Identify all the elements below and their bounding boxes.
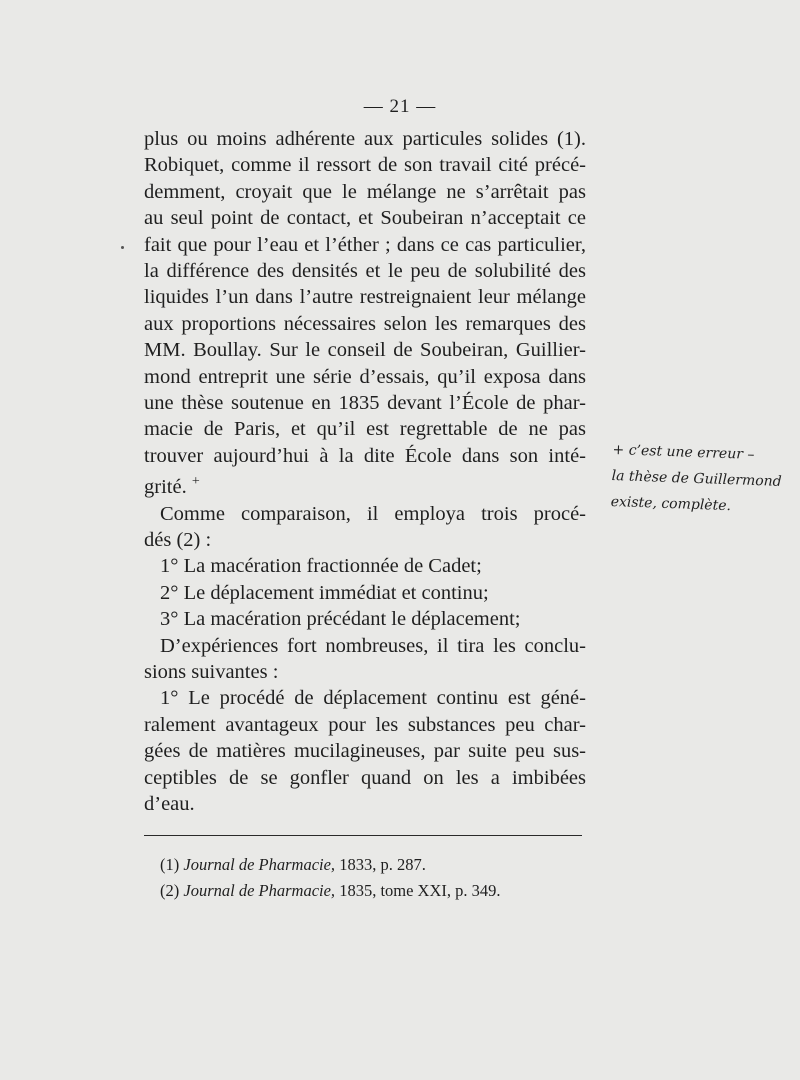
text-line: fait que pour l’eau et l’éther ; dans ce cas particulier, [144, 233, 586, 256]
text-line: macie de Paris, et qu’il est regrettable de ne pas [144, 418, 586, 441]
text-line: la différence des densités et le peu de solubilité des [144, 260, 586, 283]
handwritten-margin-note [610, 437, 800, 522]
list-item: 2° Le déplacement immédiat et continu; [160, 581, 489, 604]
footnote-details: 1835, tome XXI, p. 349. [339, 881, 501, 900]
footnote-details: 1833, p. 287. [339, 855, 426, 874]
text-line: MM. Boullay. Sur le conseil de Soubeiran, Guillier- [144, 339, 586, 362]
insertion-mark: + [191, 474, 200, 490]
footnote-journal: Journal de Pharmacie, [183, 855, 336, 874]
footnote-marker: (2) [160, 881, 180, 900]
text-line: grité. [144, 476, 187, 499]
text-line-last [144, 469, 586, 500]
text-line: Robiquet, comme il ressort de son travail cité précé- [144, 154, 586, 177]
text-line: ralement avantageux pour les substances peu char- [144, 713, 586, 736]
page-number: — 21 — [363, 96, 437, 117]
text-line: Comme comparaison, il employa trois procé- [160, 502, 586, 525]
handnote-line: existe, complète. [610, 493, 732, 515]
text-line: une thèse soutenue en 1835 devant l’École de phar- [144, 392, 586, 415]
list-item: 3° La macération précédant le déplacement; [160, 608, 521, 631]
text-line: mond entreprit une série d’essais, qu’il exposa dans [144, 365, 586, 388]
text-line: aux proportions nécessaires selon les remarques des [144, 312, 586, 335]
list-item: 1° La macération fractionnée de Cadet; [160, 555, 482, 578]
text-line: trouver aujourd’hui à la dite École dans son inté- [144, 444, 586, 467]
text-line: dés (2) : [144, 528, 212, 551]
text-line: sions suivantes : [144, 660, 279, 683]
text-line: gées de matières mucilagineuses, par suite peu sus- [144, 740, 586, 763]
text-line: au seul point de contact, et Soubeiran n’acceptait ce [144, 207, 586, 230]
footnote-1 [160, 852, 501, 878]
body-text [144, 126, 586, 817]
footnotes [160, 852, 501, 904]
text-line: liquides l’un dans l’autre restreignaient leur mélange [144, 286, 586, 309]
footnote-journal: Journal de Pharmacie, [183, 881, 336, 900]
handnote-line: + c’est une erreur – [612, 441, 755, 463]
ink-speck [121, 246, 124, 249]
footnote-marker: (1) [160, 855, 180, 874]
text-line: ceptibles de se gonfler quand on les a imbibées [144, 766, 586, 789]
list-item: 1° Le procédé de déplacement continu est géné- [160, 687, 586, 710]
text-line: plus ou moins adhérente aux particules solides (1). [144, 128, 586, 150]
footnote-divider [144, 835, 582, 836]
handnote-line: la thèse de Guillermond [611, 467, 782, 490]
footnote-2 [160, 878, 501, 904]
text-line: d’eau. [144, 792, 195, 815]
text-line: demment, croyait que le mélange ne s’arrêtait pas [144, 180, 586, 203]
text-line: D’expériences fort nombreuses, il tira les conclu- [160, 634, 586, 657]
